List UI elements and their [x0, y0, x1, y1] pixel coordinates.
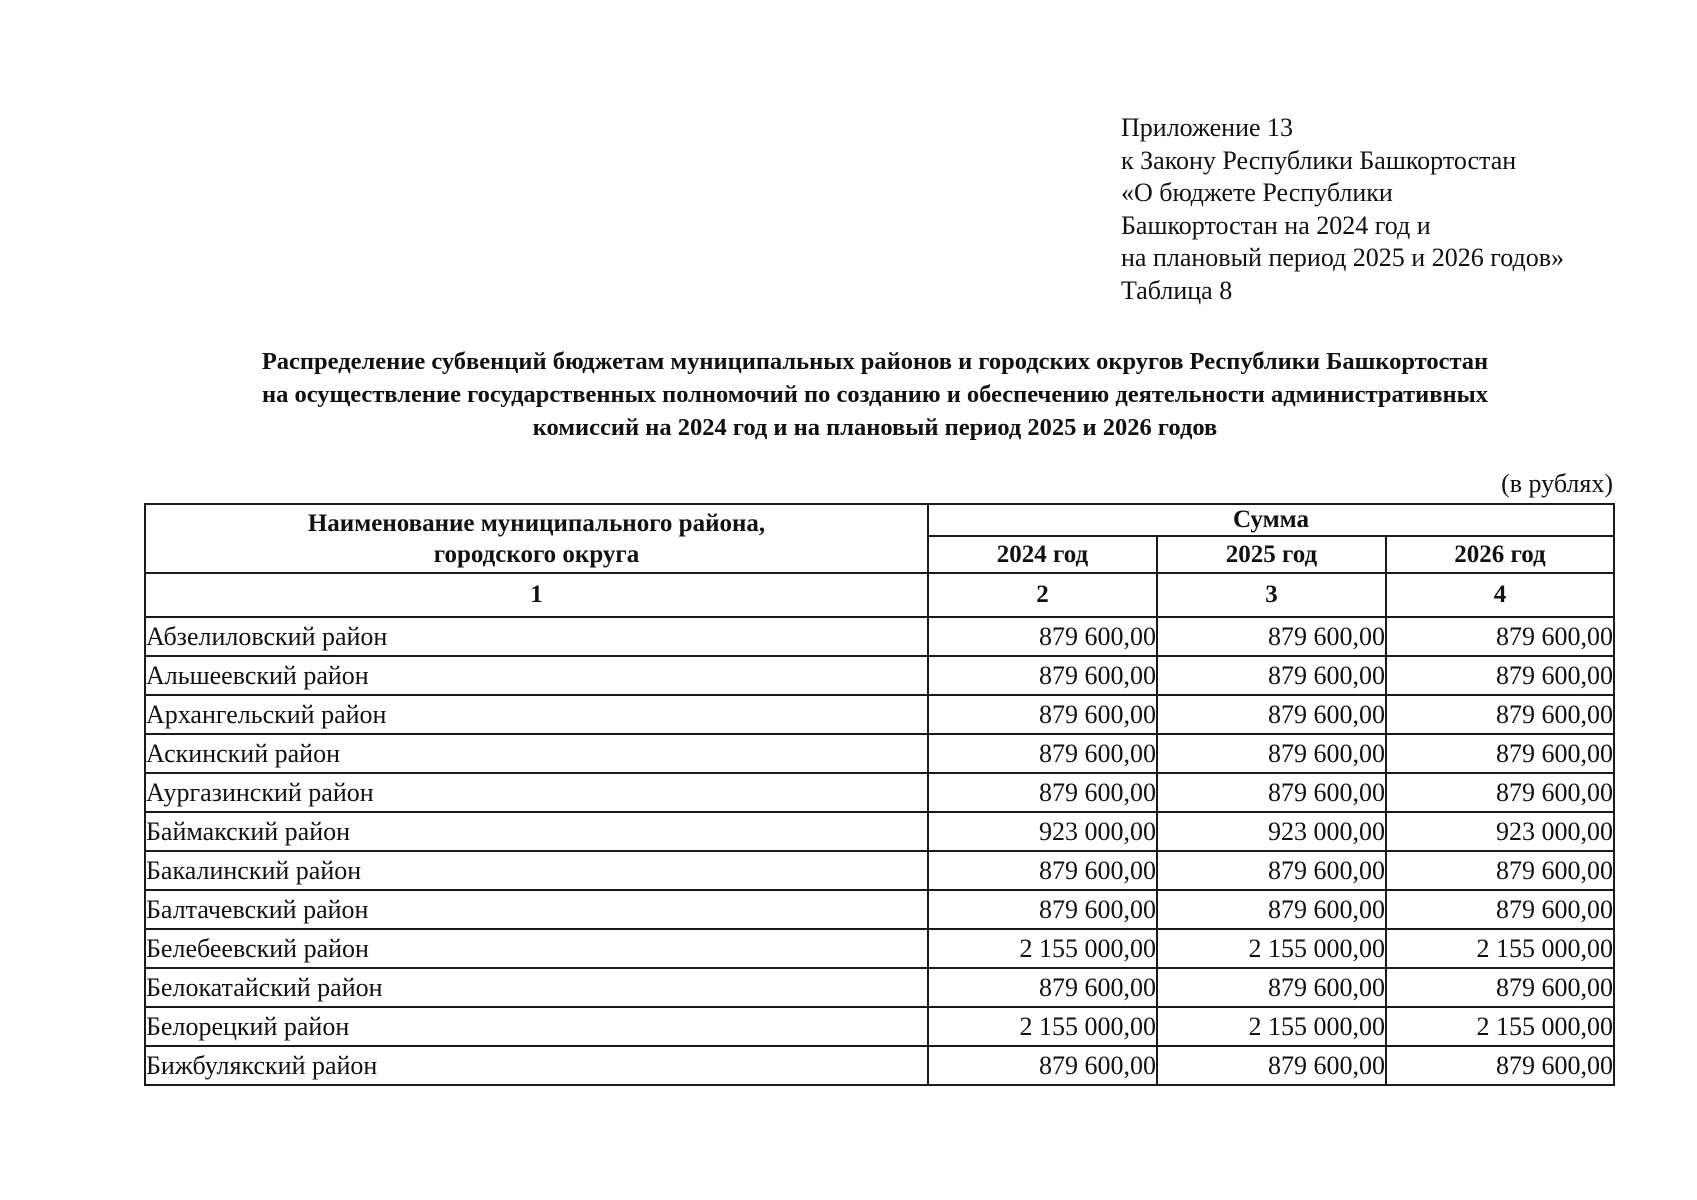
amount-2025: 879 600,00 [1157, 890, 1386, 929]
table-row [145, 1046, 1614, 1085]
amount-2026: 879 600,00 [1386, 851, 1614, 890]
amount-2025: 923 000,00 [1157, 812, 1386, 851]
district-name: Альшеевский район [145, 656, 928, 695]
header-year-2024: 2024 год [928, 536, 1157, 573]
amount-2025: 879 600,00 [1157, 851, 1386, 890]
district-name: Абзелиловский район [145, 617, 928, 656]
table-row [145, 1007, 1614, 1046]
header-name-line2: городского округа [433, 540, 640, 568]
amount-2024: 2 155 000,00 [928, 1007, 1157, 1046]
district-name: Архангельский район [145, 695, 928, 734]
amount-2025: 879 600,00 [1157, 734, 1386, 773]
amount-2026: 879 600,00 [1386, 656, 1614, 695]
district-name: Белокатайский район [145, 968, 928, 1007]
header-sum: Сумма [928, 504, 1614, 536]
column-number: 2 [928, 573, 1157, 617]
amount-2024: 879 600,00 [928, 773, 1157, 812]
amount-2025: 2 155 000,00 [1157, 1007, 1386, 1046]
amount-2024: 879 600,00 [928, 734, 1157, 773]
district-name: Бакалинский район [145, 851, 928, 890]
district-name: Аургазинский район [145, 773, 928, 812]
column-number: 1 [145, 573, 928, 617]
amount-2025: 879 600,00 [1157, 695, 1386, 734]
district-name: Бижбулякский район [145, 1046, 928, 1085]
amount-2026: 879 600,00 [1386, 968, 1614, 1007]
table-row [145, 812, 1614, 851]
district-name: Белебеевский район [145, 929, 928, 968]
title-line: на осуществление государственных полномочий по созданию и обеспечению деятельности административных [262, 381, 1488, 408]
appendix-line: Приложение 13 [1121, 113, 1294, 142]
table-row [145, 734, 1614, 773]
appendix-line: «О бюджете Республики [1121, 178, 1393, 207]
title-line: комиссий на 2024 год и на плановый период 2025 и 2026 годов [532, 414, 1218, 441]
title-line: Распределение субвенций бюджетам муниципальных районов и городских округов Республики Башкортостан [261, 348, 1489, 375]
units-label: (в рублях) [1501, 469, 1613, 498]
district-name: Баймакский район [145, 812, 928, 851]
header-name [145, 504, 928, 573]
column-number: 3 [1157, 573, 1386, 617]
table-row [145, 929, 1614, 968]
amount-2024: 879 600,00 [928, 890, 1157, 929]
amount-2025: 879 600,00 [1157, 773, 1386, 812]
appendix-line: Башкортостан на 2024 год и [1121, 210, 1431, 240]
amount-2026: 879 600,00 [1386, 734, 1614, 773]
amount-2026: 879 600,00 [1386, 617, 1614, 656]
appendix-reference [1121, 112, 1564, 307]
amount-2024: 879 600,00 [928, 851, 1157, 890]
table-row [145, 968, 1614, 1007]
amount-2026: 879 600,00 [1386, 773, 1614, 812]
table-row [145, 773, 1614, 812]
amount-2025: 879 600,00 [1157, 656, 1386, 695]
amount-2024: 2 155 000,00 [928, 929, 1157, 968]
subvention-table [144, 503, 1615, 1086]
amount-2024: 879 600,00 [928, 968, 1157, 1007]
table-row [145, 656, 1614, 695]
amount-2025: 2 155 000,00 [1157, 929, 1386, 968]
amount-2024: 879 600,00 [928, 695, 1157, 734]
amount-2026: 879 600,00 [1386, 695, 1614, 734]
column-number: 4 [1386, 573, 1614, 617]
amount-2025: 879 600,00 [1157, 968, 1386, 1007]
header-year-2025: 2025 год [1157, 536, 1386, 573]
amount-2026: 879 600,00 [1386, 1046, 1614, 1085]
table-row [145, 890, 1614, 929]
table-row [145, 851, 1614, 890]
header-year-2026: 2026 год [1386, 536, 1614, 573]
district-name: Балтачевский район [145, 890, 928, 929]
header-name-line1: Наименование муниципального района, [307, 509, 766, 537]
table-row [145, 695, 1614, 734]
amount-2024: 879 600,00 [928, 617, 1157, 656]
amount-2025: 879 600,00 [1157, 1046, 1386, 1085]
document-title [140, 345, 1610, 444]
table-row [145, 617, 1614, 656]
amount-2024: 923 000,00 [928, 812, 1157, 851]
district-name: Аскинский район [145, 734, 928, 773]
district-name: Белорецкий район [145, 1007, 928, 1046]
appendix-line: Таблица 8 [1121, 275, 1233, 305]
amount-2026: 923 000,00 [1386, 812, 1614, 851]
amount-2024: 879 600,00 [928, 1046, 1157, 1085]
amount-2026: 2 155 000,00 [1386, 1007, 1614, 1046]
amount-2024: 879 600,00 [928, 656, 1157, 695]
amount-2026: 879 600,00 [1386, 890, 1614, 929]
appendix-line: к Закону Республики Башкортостан [1121, 145, 1517, 175]
amount-2025: 879 600,00 [1157, 617, 1386, 656]
appendix-line: на плановый период 2025 и 2026 годов» [1121, 243, 1564, 272]
amount-2026: 2 155 000,00 [1386, 929, 1614, 968]
